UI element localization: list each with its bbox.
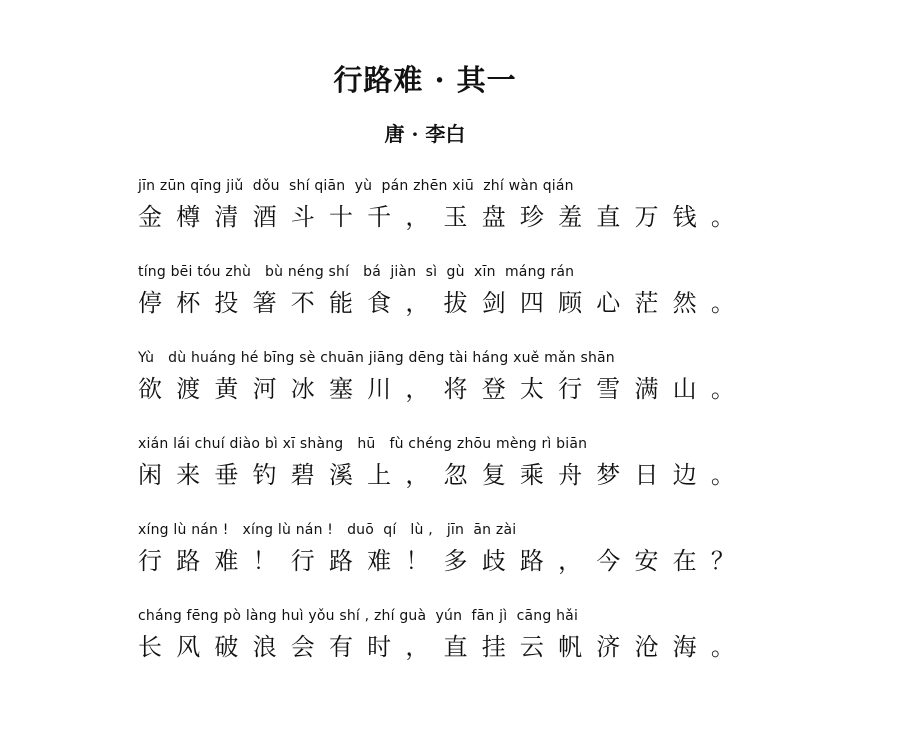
hanzi-char: 有 — [328, 633, 353, 661]
hanzi-char: 钓 — [252, 461, 277, 489]
hanzi-char: 梦 — [596, 461, 621, 489]
hanzi-char: ！ — [252, 547, 277, 575]
hanzi-char: 歧 — [481, 547, 506, 575]
hanzi-char: 珍 — [519, 203, 544, 231]
hanzi-char: 碧 — [290, 461, 315, 489]
hanzi-char: 。 — [710, 203, 735, 231]
hanzi-char: 顾 — [558, 289, 583, 317]
hanzi-char: 直 — [443, 633, 468, 661]
hanzi-char: 挂 — [481, 633, 506, 661]
hanzi-char: 。 — [710, 633, 735, 661]
hanzi-char: 黄 — [214, 375, 239, 403]
hanzi-char: 太 — [519, 375, 544, 403]
hanzi-char: ， — [405, 203, 430, 231]
hanzi-char: 帆 — [558, 633, 583, 661]
hanzi-char: ？ — [710, 547, 735, 575]
hanzi-char: 路 — [328, 547, 353, 575]
hanzi-char: 舟 — [558, 461, 583, 489]
hanzi-char: 乘 — [519, 461, 544, 489]
hanzi-line — [138, 375, 749, 403]
pinyin-line: Yù dù huáng hé bīng sè chuān jiāng dēng tài háng xuě mǎn shān — [138, 350, 615, 366]
hanzi-char: 酒 — [252, 203, 277, 231]
poem-line — [138, 435, 749, 489]
hanzi-char: 拔 — [443, 289, 468, 317]
hanzi-char: 浪 — [252, 633, 277, 661]
hanzi-char: 时 — [367, 633, 392, 661]
poem-line — [138, 607, 749, 661]
hanzi-char: 斗 — [290, 203, 315, 231]
hanzi-char: ， — [405, 461, 430, 489]
hanzi-char: 渡 — [176, 375, 201, 403]
hanzi-char: 箸 — [252, 289, 277, 317]
hanzi-char: 羞 — [558, 203, 583, 231]
hanzi-char: 不 — [290, 289, 315, 317]
hanzi-char: 会 — [290, 633, 315, 661]
hanzi-char: 在 — [672, 547, 697, 575]
hanzi-char: 停 — [138, 289, 162, 317]
hanzi-char: 雪 — [596, 375, 621, 403]
hanzi-char: 破 — [214, 633, 239, 661]
hanzi-char: 金 — [138, 203, 162, 231]
hanzi-char: 闲 — [138, 461, 162, 489]
pinyin-line: cháng fēng pò làng huì yǒu shí , zhí guà yún fān jì cāng hǎi — [138, 608, 579, 624]
hanzi-char: 樽 — [176, 203, 201, 231]
hanzi-char: 云 — [519, 633, 544, 661]
hanzi-char: 食 — [367, 289, 392, 317]
hanzi-char: 济 — [596, 633, 621, 661]
hanzi-char: 多 — [443, 547, 468, 575]
hanzi-char: 今 — [596, 547, 621, 575]
poem-line — [138, 177, 749, 231]
hanzi-char: 。 — [710, 375, 735, 403]
hanzi-char: 川 — [367, 375, 392, 403]
hanzi-char: 清 — [214, 203, 239, 231]
hanzi-char: 欲 — [138, 375, 162, 403]
pinyin-line: tíng bēi tóu zhù bù néng shí bá jiàn sì gù xīn máng rán — [138, 264, 575, 280]
hanzi-char: 安 — [634, 547, 659, 575]
poem-line — [138, 349, 749, 403]
hanzi-char: 塞 — [328, 375, 353, 403]
hanzi-char: 十 — [328, 203, 353, 231]
poem-title: 行路难 · 其一 — [333, 63, 517, 97]
hanzi-char: ， — [405, 289, 430, 317]
hanzi-char: 玉 — [443, 203, 468, 231]
hanzi-char: 万 — [634, 203, 659, 231]
hanzi-char: 满 — [634, 375, 659, 403]
pinyin-line: xíng lù nán ! xíng lù nán ! duō qí lù , jīn ān zài — [138, 522, 517, 538]
hanzi-char: 忽 — [443, 461, 468, 489]
poem-line — [138, 521, 749, 575]
hanzi-char: ， — [558, 547, 583, 575]
pinyin-line: xián lái chuí diào bì xī shàng hū fù chéng zhōu mèng rì biān — [138, 436, 588, 452]
hanzi-char: ， — [405, 633, 430, 661]
hanzi-char: ， — [405, 375, 430, 403]
hanzi-char: 海 — [672, 633, 697, 661]
hanzi-char: 盘 — [481, 203, 506, 231]
hanzi-char: 。 — [710, 289, 735, 317]
hanzi-char: 日 — [634, 461, 659, 489]
hanzi-char: 然 — [672, 289, 697, 317]
hanzi-line — [138, 203, 749, 231]
hanzi-char: 行 — [290, 547, 315, 575]
hanzi-char: 河 — [252, 375, 277, 403]
hanzi-char: 边 — [672, 461, 697, 489]
hanzi-char: 投 — [214, 289, 239, 317]
poem-line — [138, 263, 749, 317]
pinyin-line: jīn zūn qīng jiǔ dǒu shí qiān yù pán zhēn xiū zhí wàn qián — [138, 178, 574, 194]
hanzi-char: 剑 — [481, 289, 506, 317]
hanzi-char: 上 — [367, 461, 392, 489]
hanzi-char: 将 — [443, 375, 468, 403]
hanzi-char: 山 — [672, 375, 697, 403]
hanzi-char: 能 — [328, 289, 353, 317]
hanzi-char: 路 — [176, 547, 201, 575]
hanzi-char: 溪 — [328, 461, 353, 489]
poem-author: 唐 · 李白 — [384, 122, 466, 146]
hanzi-char: 千 — [367, 203, 392, 231]
hanzi-line — [138, 633, 749, 661]
hanzi-char: 路 — [519, 547, 544, 575]
hanzi-char: 行 — [558, 375, 583, 403]
hanzi-char: 。 — [710, 461, 735, 489]
hanzi-line — [138, 461, 749, 489]
hanzi-char: 复 — [481, 461, 506, 489]
hanzi-char: 杯 — [176, 289, 201, 317]
hanzi-char: 冰 — [290, 375, 315, 403]
hanzi-line — [138, 547, 749, 575]
hanzi-char: 难 — [367, 547, 392, 575]
hanzi-char: 直 — [596, 203, 621, 231]
hanzi-char: 心 — [596, 289, 621, 317]
hanzi-char: 沧 — [634, 633, 659, 661]
hanzi-char: 垂 — [214, 461, 239, 489]
hanzi-line — [138, 289, 749, 317]
hanzi-char: 行 — [138, 547, 162, 575]
hanzi-char: 来 — [176, 461, 201, 489]
hanzi-char: ！ — [405, 547, 430, 575]
hanzi-char: 风 — [176, 633, 201, 661]
hanzi-char: 登 — [481, 375, 506, 403]
hanzi-char: 难 — [214, 547, 239, 575]
hanzi-char: 长 — [138, 633, 162, 661]
hanzi-char: 钱 — [672, 203, 697, 231]
hanzi-char: 茫 — [634, 289, 659, 317]
hanzi-char: 四 — [519, 289, 544, 317]
